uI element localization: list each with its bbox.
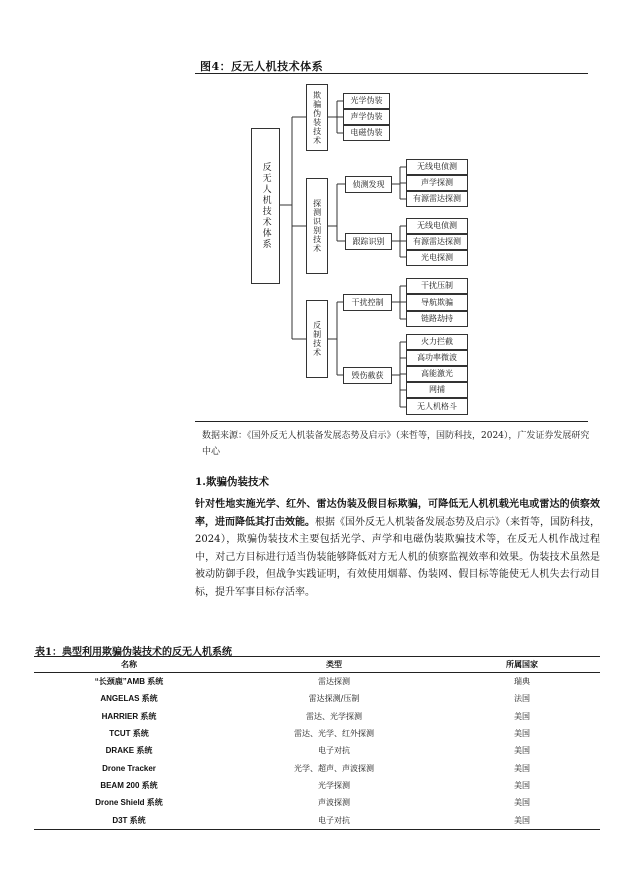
leaf-node: 链路劫持	[406, 311, 468, 327]
cell-country: 美国	[514, 746, 530, 756]
table-row	[34, 725, 600, 742]
table-row	[34, 708, 600, 725]
cell-name: HARRIER 系统	[101, 711, 157, 721]
group-node: 跟踪识别	[345, 233, 392, 250]
leaf-node: 网捕	[406, 382, 468, 398]
cell-country: 美国	[444, 811, 600, 829]
leaf-node: 有源雷达探测	[406, 234, 468, 250]
leaf-node: 有源雷达探测	[406, 191, 468, 207]
cell-type: 雷达、光学、红外探测	[294, 729, 374, 739]
leaf-node: 无人机格斗	[406, 398, 468, 415]
leaf-node: 无线电侦测	[406, 159, 468, 175]
cell-name: “长颈鹿”AMB 系统	[94, 677, 164, 687]
group-node: 干扰控制	[343, 294, 392, 311]
table-row	[34, 811, 600, 829]
leaf-node: 声学伪装	[343, 109, 390, 125]
cell-name: DRAKE 系统	[105, 746, 153, 756]
leaf-node: 导航欺骗	[406, 294, 468, 311]
cell-name: ANGELAS 系统	[100, 694, 158, 704]
cell-type: 电子对抗	[224, 811, 444, 829]
branch-countermeasure: 反制技术	[306, 300, 328, 378]
leaf-node: 干扰压制	[406, 278, 468, 294]
cell-country: 美国	[514, 729, 530, 739]
cell-name: Drone Shield 系统	[95, 798, 163, 808]
table-row	[34, 690, 600, 707]
group-node: 侦测发现	[345, 176, 392, 193]
branch-deception: 欺骗伪装技术	[306, 84, 328, 151]
section-paragraph	[195, 496, 600, 601]
cell-name: D3T 系统	[34, 811, 224, 829]
figure-title: 图4：反无人机技术体系	[200, 60, 324, 73]
table-header-row	[34, 657, 600, 673]
leaf-node: 高功率微波	[406, 350, 468, 366]
cell-type: 电子对抗	[318, 746, 350, 756]
table-row	[34, 777, 600, 794]
figure-bottom-rule	[195, 421, 588, 422]
leaf-node: 无线电侦测	[406, 218, 468, 234]
section-title: 1.欺骗伪装技术	[195, 476, 269, 488]
cell-type: 光学、超声、声波探测	[294, 763, 374, 773]
cell-country: 瑞典	[514, 677, 530, 687]
leaf-node: 电磁伪装	[343, 125, 390, 141]
cell-name: TCUT 系统	[109, 729, 149, 739]
cell-type: 声波探测	[318, 798, 350, 808]
leaf-node: 光学伪装	[343, 93, 390, 109]
branch-detection: 探测识别技术	[306, 178, 328, 274]
cell-country: 美国	[514, 763, 530, 773]
figure-source: 数据来源：《国外反无人机装备发展态势及启示》（来哲等，国防科技，2024），广发证券发展研究中心	[202, 431, 590, 457]
cell-country: 美国	[514, 798, 530, 808]
cell-country: 法国	[514, 694, 530, 704]
cell-name: BEAM 200 系统	[100, 780, 158, 790]
leaf-node: 声学探测	[406, 175, 468, 191]
table-row	[34, 742, 600, 759]
cell-type: 光学探测	[318, 780, 350, 790]
col-header-name: 名称	[34, 657, 224, 673]
leaf-node: 高能激光	[406, 366, 468, 382]
cell-country: 美国	[514, 780, 530, 790]
table-row	[34, 759, 600, 776]
group-node: 毁伤截获	[343, 367, 392, 384]
table-title: 表1：典型利用欺骗伪装技术的反无人机系统	[35, 647, 232, 658]
col-header-country: 所属国家	[444, 657, 600, 673]
systems-table	[34, 657, 600, 830]
cell-type: 雷达、光学探测	[306, 711, 362, 721]
cell-name: Drone Tracker	[102, 763, 156, 773]
tree-root: 反无人机技术体系	[251, 128, 280, 284]
table-row	[34, 673, 600, 691]
leaf-node: 火力拦截	[406, 334, 468, 350]
paragraph-bold-lead: 针对性地实施光学、红外、雷达伪装及假目标欺骗，可降低无人机机载光电或雷达的侦察效率，进而降低其打击效能。	[195, 499, 600, 528]
cell-country: 美国	[514, 711, 530, 721]
cell-type: 雷达探测	[318, 677, 350, 687]
leaf-node: 光电探测	[406, 250, 468, 266]
paragraph-body: 根据《国外反无人机装备发展态势及启示》（来哲等，国防科技，2024），欺骗伪装技术主要包括光学、声学和电磁伪装欺骗技术等，在反无人机作战过程中，对己方目标进行适当伪装能够降低对方无人机的侦察监视效率和效果。伪装技术虽然是被动防御手段，但战争实践证明，有效使用烟幕、伪装网、假目标等能使无人机失去行动目标，提升军事目标存活率。	[195, 516, 600, 598]
cell-type: 雷达探测/压制	[308, 694, 360, 704]
table-row	[34, 794, 600, 811]
col-header-type: 类型	[224, 657, 444, 673]
